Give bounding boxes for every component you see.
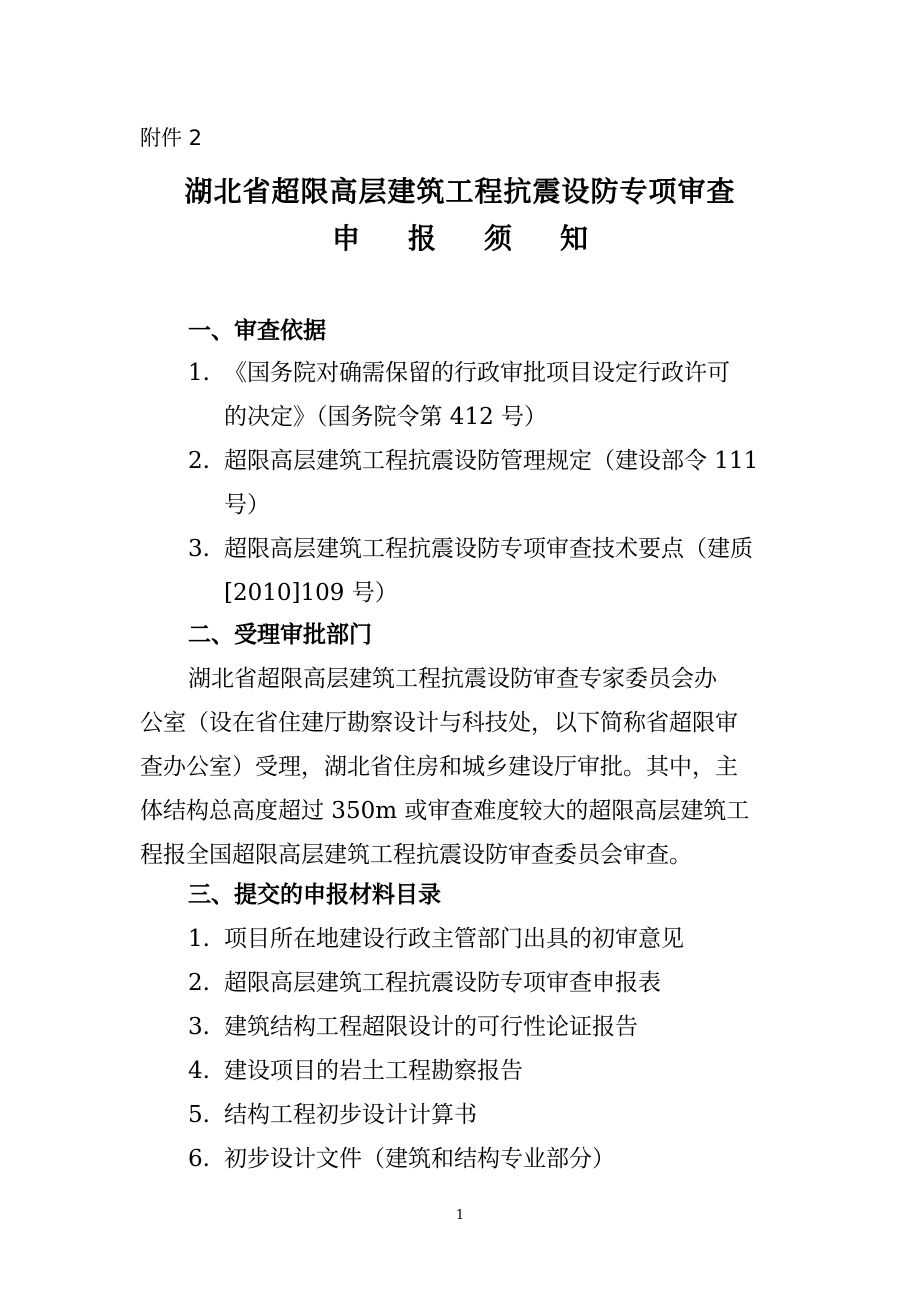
item-number: 2.: [188, 970, 210, 996]
document-title: 湖北省超限高层建筑工程抗震设防专项审查: [184, 175, 736, 208]
section3-heading: 三、提交的申报材料目录: [188, 882, 441, 908]
paragraph-line: 湖北省超限高层建筑工程抗震设防审查专家委员会办: [188, 666, 717, 692]
list-item: [188, 964, 661, 997]
item-continuation: 的决定》（国务院令第 412 号）: [224, 404, 548, 430]
list-item: [188, 530, 753, 563]
list-item: [188, 1096, 477, 1129]
subtitle-char: 知: [560, 222, 589, 255]
item-number: 4.: [188, 1058, 210, 1084]
list-item: [188, 920, 684, 953]
section2-heading: 二、受理审批部门: [188, 622, 372, 648]
paragraph-line: 公室（设在省住建厅勘察设计与科技处，以下简称省超限审: [140, 710, 738, 736]
item-continuation: 号）: [224, 492, 270, 518]
item-text: 超限高层建筑工程抗震设防专项审查技术要点（建质: [224, 536, 753, 562]
attachment-label: 附件 2: [140, 126, 203, 150]
list-item: [188, 1052, 523, 1085]
item-text: 超限高层建筑工程抗震设防专项审查申报表: [224, 970, 661, 996]
item-text: 超限高层建筑工程抗震设防管理规定（建设部令 111: [224, 448, 759, 474]
page-number: 1: [455, 1208, 465, 1223]
subtitle-char: 须: [484, 222, 513, 255]
document-subtitle: [0, 217, 920, 257]
paragraph-line: 体结构总高度超过 350m 或审查难度较大的超限高层建筑工: [140, 798, 750, 824]
item-text: 建筑结构工程超限设计的可行性论证报告: [224, 1014, 638, 1040]
paragraph-line: 程报全国超限高层建筑工程抗震设防审查委员会审查。: [140, 842, 692, 868]
item-text: 建设项目的岩土工程勘察报告: [224, 1058, 523, 1084]
item-text: 《国务院对确需保留的行政审批项目设定行政许可: [224, 360, 730, 386]
item-number: 3.: [188, 536, 210, 562]
list-item: [188, 442, 758, 475]
list-item: [188, 354, 730, 387]
section1-heading: 一、审查依据: [188, 318, 326, 344]
item-text: 初步设计文件（建筑和结构专业部分）: [224, 1146, 615, 1172]
list-item: [188, 1008, 638, 1041]
item-number: 1.: [188, 926, 210, 952]
item-number: 3.: [188, 1014, 210, 1040]
subtitle-char: 申: [331, 222, 360, 255]
paragraph-line: 查办公室）受理，湖北省住房和城乡建设厅审批。其中，主: [140, 754, 738, 780]
item-text: 结构工程初步设计计算书: [224, 1102, 477, 1128]
item-number: 2.: [188, 448, 210, 474]
item-number: 1.: [188, 360, 210, 386]
subtitle-char: 报: [407, 222, 436, 255]
item-number: 5.: [188, 1102, 210, 1128]
item-continuation: [2010]109 号）: [224, 580, 398, 606]
list-item: [188, 1140, 615, 1173]
item-text: 项目所在地建设行政主管部门出具的初审意见: [224, 926, 684, 952]
item-number: 6.: [188, 1146, 210, 1172]
